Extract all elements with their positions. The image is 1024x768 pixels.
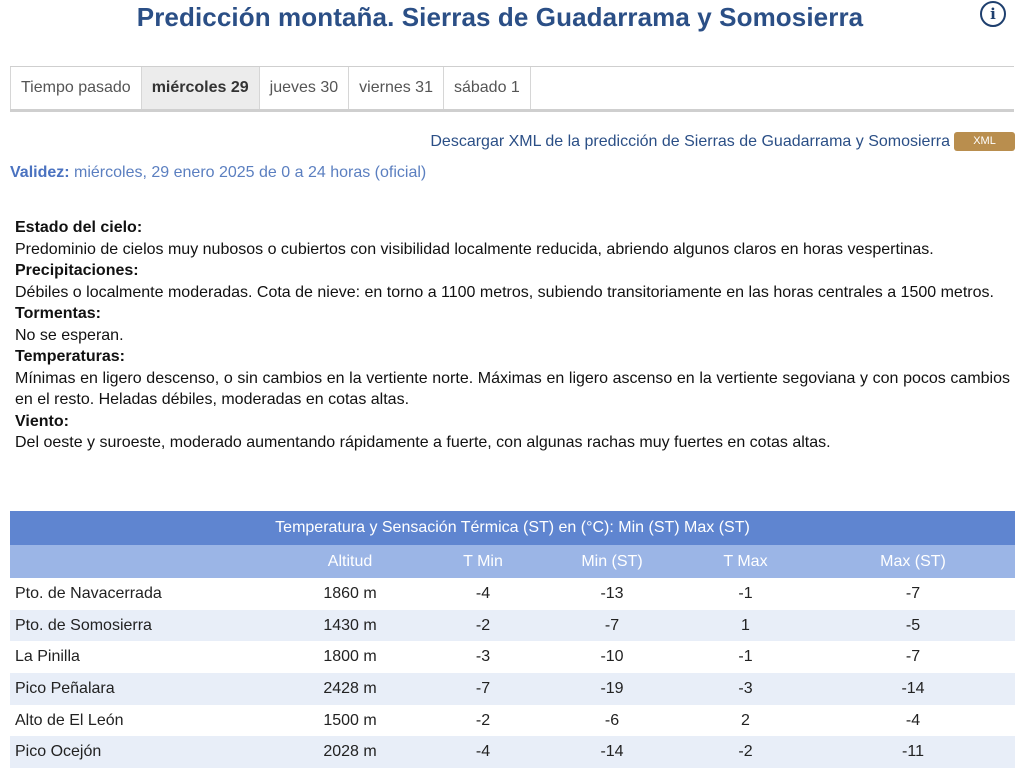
altitude-cell: 1800 m <box>278 641 422 673</box>
max-st-cell: -4 <box>811 705 1015 737</box>
tmin-cell: -2 <box>422 610 544 642</box>
temp-heading: Temperaturas: <box>15 348 125 365</box>
station-name: Pto. de Somosierra <box>10 610 278 642</box>
min-st-cell: -14 <box>544 736 680 768</box>
max-st-cell: -14 <box>811 673 1015 705</box>
forecast-text <box>15 217 1010 454</box>
tab-past-weather[interactable]: Tiempo pasado <box>10 67 142 109</box>
max-st-cell: -7 <box>811 578 1015 610</box>
temperature-table <box>10 511 1015 768</box>
altitude-cell: 1500 m <box>278 705 422 737</box>
column-header-station <box>10 545 278 578</box>
table-caption: Temperatura y Sensación Térmica (ST) en (°C): Min (ST) Max (ST) <box>10 511 1015 545</box>
table-row <box>10 736 1015 768</box>
altitude-cell: 2028 m <box>278 736 422 768</box>
tmax-cell: -1 <box>680 578 811 610</box>
tab-saturday-1[interactable]: sábado 1 <box>444 67 531 109</box>
min-st-cell: -19 <box>544 673 680 705</box>
station-name: Alto de El León <box>10 705 278 737</box>
validity-label: Validez: <box>10 164 70 181</box>
tmin-cell: -7 <box>422 673 544 705</box>
tmin-cell: -2 <box>422 705 544 737</box>
temp-text: Mínimas en ligero descenso, o sin cambios en la vertiente norte. Máximas en ligero ascenso en la vertiente segoviana y con pocos cambios en el resto. Heladas débiles, moderadas en cotas altas. <box>15 369 1010 408</box>
max-st-cell: -11 <box>811 736 1015 768</box>
altitude-cell: 1430 m <box>278 610 422 642</box>
station-name: La Pinilla <box>10 641 278 673</box>
validity-value: miércoles, 29 enero 2025 de 0 a 24 horas (oficial) <box>69 164 427 181</box>
max-st-cell: -5 <box>811 610 1015 642</box>
tab-friday-31[interactable]: viernes 31 <box>349 67 444 109</box>
validity-line <box>10 164 426 182</box>
download-xml-link[interactable]: Descargar XML de la predicción de Sierras de Guadarrama y Somosierra <box>430 133 950 150</box>
precip-heading: Precipitaciones: <box>15 262 139 279</box>
max-st-cell: -7 <box>811 641 1015 673</box>
tab-thursday-30[interactable]: jueves 30 <box>260 67 350 109</box>
min-st-cell: -13 <box>544 578 680 610</box>
min-st-cell: -7 <box>544 610 680 642</box>
table-row <box>10 673 1015 705</box>
altitude-cell: 1860 m <box>278 578 422 610</box>
tmin-cell: -4 <box>422 736 544 768</box>
info-icon[interactable]: i <box>980 1 1006 27</box>
station-name: Pto. de Navacerrada <box>10 578 278 610</box>
altitude-cell: 2428 m <box>278 673 422 705</box>
column-header-tmax: T Max <box>680 545 811 578</box>
tmin-cell: -3 <box>422 641 544 673</box>
day-tabs <box>10 66 1014 112</box>
min-st-cell: -10 <box>544 641 680 673</box>
sky-text: Predominio de cielos muy nubosos o cubiertos con visibilidad localmente reducida, abriendo algunos claros en horas vespertinas. <box>15 240 934 258</box>
tab-wednesday-29[interactable]: miércoles 29 <box>142 67 260 109</box>
page-title: Predicción montaña. Sierras de Guadarrama y Somosierra <box>136 2 864 32</box>
station-name: Pico Peñalara <box>10 673 278 705</box>
precip-text: Débiles o localmente moderadas. Cota de nieve: en torno a 1100 metros, subiendo transitoriamente en las horas centrales a 1500 metros. <box>15 283 994 301</box>
wind-text: Del oeste y suroeste, moderado aumentando rápidamente a fuerte, con algunas rachas muy fuertes en cotas altas. <box>15 434 831 451</box>
xml-button[interactable]: XML <box>954 132 1015 151</box>
tmin-cell: -4 <box>422 578 544 610</box>
column-header-max-st: Max (ST) <box>811 545 1015 578</box>
wind-heading: Viento: <box>15 412 69 430</box>
sky-heading: Estado del cielo: <box>15 219 143 236</box>
tmax-cell: -3 <box>680 673 811 705</box>
table-row <box>10 578 1015 610</box>
storm-text: No se esperan. <box>15 326 124 344</box>
table-row <box>10 641 1015 673</box>
storm-heading: Tormentas: <box>15 305 101 322</box>
table-row <box>10 610 1015 642</box>
column-header-altitude: Altitud <box>278 545 422 578</box>
column-header-tmin: T Min <box>422 545 544 578</box>
tmax-cell: 1 <box>680 610 811 642</box>
tmax-cell: -2 <box>680 736 811 768</box>
station-name: Pico Ocejón <box>10 736 278 768</box>
table-row <box>10 705 1015 737</box>
min-st-cell: -6 <box>544 705 680 737</box>
tmax-cell: -1 <box>680 641 811 673</box>
column-header-min-st: Min (ST) <box>544 545 680 578</box>
tmax-cell: 2 <box>680 705 811 737</box>
